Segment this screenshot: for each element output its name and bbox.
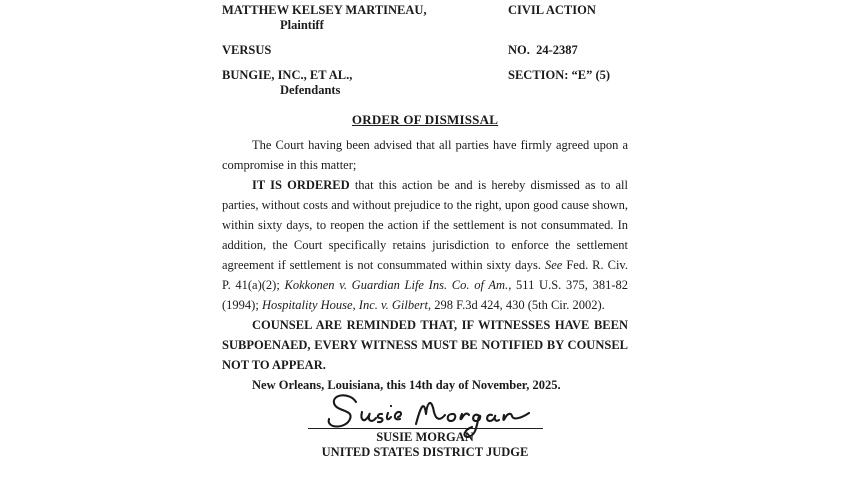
plaintiff-name: MATTHEW KELSEY MARTINEAU, bbox=[222, 3, 427, 17]
judge-title: UNITED STATES DISTRICT JUDGE bbox=[321, 445, 529, 459]
judge-printed-name: SUSIE MORGAN bbox=[376, 430, 474, 444]
plaintiff-block bbox=[222, 3, 508, 33]
caption-row-plaintiff bbox=[222, 3, 628, 33]
plaintiff-role-label: Plaintiff bbox=[280, 18, 324, 32]
order-title: ORDER OF DISMISSAL bbox=[351, 112, 499, 127]
caption-row-versus bbox=[222, 43, 628, 58]
section-label: SECTION: “E” (5) bbox=[508, 68, 611, 82]
court-order-document bbox=[222, 0, 628, 460]
judge-signature bbox=[310, 387, 540, 439]
case-caption bbox=[222, 3, 628, 98]
defendant-block bbox=[222, 68, 508, 98]
paragraph-counsel-reminder: COUNSEL ARE REMINDED THAT, IF WITNESSES HAVE BEEN SUBPOENAED, EVERY WITNESS MUST BE NOTIFIED BY COUNSEL NOT TO APPEAR. bbox=[222, 318, 628, 372]
dateline: New Orleans, Louisiana, this 14th day of November, 2025. bbox=[252, 378, 561, 392]
signature-block bbox=[222, 397, 628, 460]
case-number: NO. 24-2387 bbox=[508, 43, 578, 57]
paragraph-compromise: The Court having been advised that all parties have firmly agreed upon a compromise in this matter; bbox=[222, 138, 628, 172]
caption-row-defendant bbox=[222, 68, 628, 98]
defendant-role-label: Defendants bbox=[280, 83, 341, 97]
versus-label: VERSUS bbox=[222, 43, 272, 57]
signature-line bbox=[308, 397, 543, 429]
civil-action-label: CIVIL ACTION bbox=[508, 3, 596, 17]
paragraph-order: IT IS ORDERED that this action be and is hereby dismissed as to all parties, without costs and without prejudice to the right, upon good cause shown, within sixty days, to reopen the action if the settlement is not consummated. In addition, the Court specifically retains jurisdiction to enforce the settlement agreement if settlement is not consummated within sixty days. See Fed. R. Civ. P. 41(a)(2); Kokkonen v. Guardian Life Ins. Co. of Am., 511 U.S. 375, 381-82 (1994); Hospitality House, Inc. v. Gilbert, 298 F.3d 424, 430 (5th Cir. 2002). bbox=[222, 178, 628, 312]
defendant-name: BUNGIE, INC., ET AL., bbox=[222, 68, 353, 82]
